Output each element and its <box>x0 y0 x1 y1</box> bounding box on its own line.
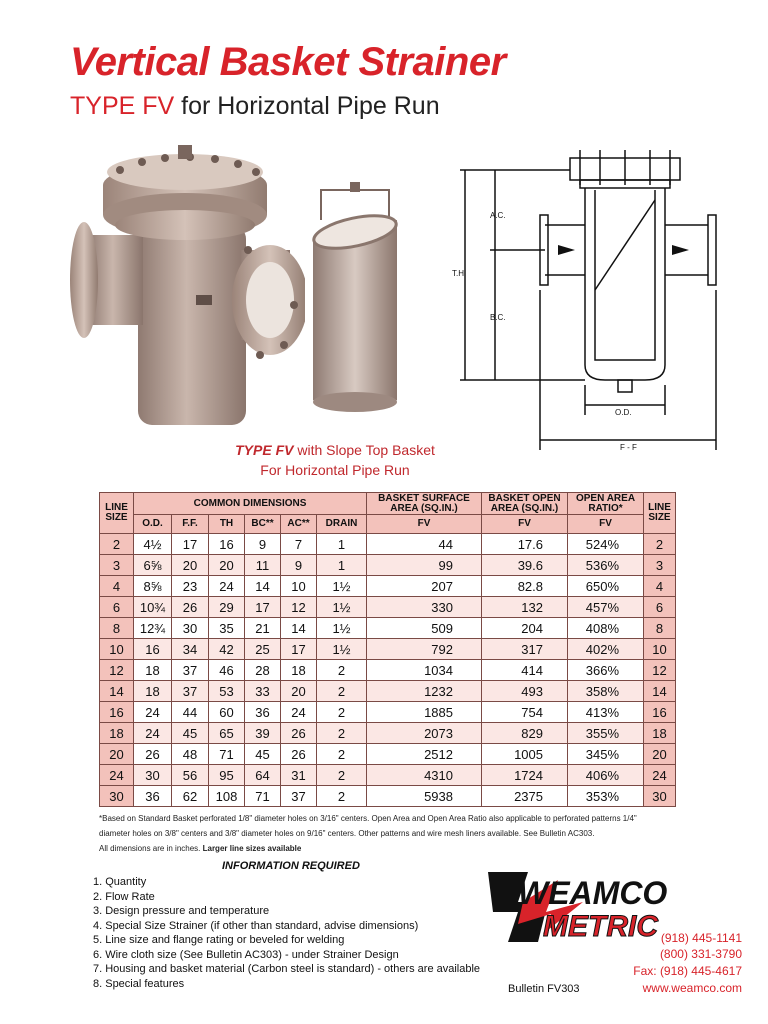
table-cell: 29 <box>209 597 245 618</box>
table-cell: 34 <box>172 639 209 660</box>
table-cell: 17 <box>172 534 209 555</box>
table-cell: 108 <box>209 786 245 807</box>
info-item: 3. Design pressure and temperature <box>93 905 270 917</box>
table-cell: 358% <box>568 681 644 702</box>
table-cell: 5938 <box>367 786 482 807</box>
table-cell: 1½ <box>317 576 367 597</box>
table-cell: 8 <box>644 618 676 639</box>
table-cell: 24 <box>134 702 172 723</box>
table-cell: 36 <box>134 786 172 807</box>
sub-header-cell: FV <box>482 515 568 534</box>
subtitle-rest: for Horizontal Pipe Run <box>174 92 440 120</box>
website-link[interactable]: www.weamco.com <box>642 981 742 995</box>
footnote-line1: *Based on Standard Basket perforated 1/8" diameter holes on 3/16" centers. Open Area and Open Area Ratio also applicable to perforated patterns 1/4" <box>99 814 637 823</box>
table-cell: 18 <box>644 723 676 744</box>
table-cell: 2 <box>317 681 367 702</box>
subtitle-type: TYPE FV <box>70 92 175 120</box>
table-cell: 30 <box>134 765 172 786</box>
table-cell: 65 <box>209 723 245 744</box>
table-cell: 26 <box>281 744 317 765</box>
table-cell: 71 <box>209 744 245 765</box>
table-cell: 45 <box>245 744 281 765</box>
table-cell: 204 <box>482 618 568 639</box>
table-cell: 457% <box>568 597 644 618</box>
table-cell: 20 <box>100 744 134 765</box>
table-cell: 406% <box>568 765 644 786</box>
header-common-dimensions: COMMON DIMENSIONS <box>134 493 367 515</box>
info-item: 2. Flow Rate <box>93 890 155 903</box>
table-cell: 2 <box>317 765 367 786</box>
label-th: T.H. <box>452 269 467 278</box>
info-required-title: INFORMATION REQUIRED <box>222 860 360 872</box>
table-cell: 20 <box>281 681 317 702</box>
table-cell: 18 <box>100 723 134 744</box>
table-cell: 16 <box>134 639 172 660</box>
sub-header-cell: FV <box>367 515 482 534</box>
table-cell: 33 <box>245 681 281 702</box>
table-cell: 16 <box>209 534 245 555</box>
table-cell: 44 <box>367 534 482 555</box>
table-row <box>100 702 676 723</box>
table-cell: 10 <box>281 576 317 597</box>
label-bc: B.C. <box>490 313 506 322</box>
table-cell: 14 <box>644 681 676 702</box>
table-cell: 39 <box>245 723 281 744</box>
phone-local: (918) 445-1141 <box>660 931 742 945</box>
table-cell: 82.8 <box>482 576 568 597</box>
table-cell: 207 <box>367 576 482 597</box>
table-cell: 402% <box>568 639 644 660</box>
info-item: 1. Quantity <box>93 876 147 888</box>
table-cell: 16 <box>644 702 676 723</box>
table-cell: 62 <box>172 786 209 807</box>
strainer-housing-photo <box>70 140 305 430</box>
table-cell: 1724 <box>482 765 568 786</box>
table-cell: 2 <box>317 723 367 744</box>
sub-header-cell: FV <box>568 515 644 534</box>
info-required-list <box>93 875 480 991</box>
table-cell: 37 <box>172 660 209 681</box>
table-row <box>100 723 676 744</box>
sub-header-cell: DRAIN <box>317 515 367 534</box>
table-cell: 6⅝ <box>134 555 172 576</box>
table-cell: 9 <box>281 555 317 576</box>
table-cell: 1885 <box>367 702 482 723</box>
table-cell: 4310 <box>367 765 482 786</box>
table-cell: 3 <box>100 555 134 576</box>
table-row <box>100 639 676 660</box>
table-cell: 132 <box>482 597 568 618</box>
table-cell: 1 <box>317 555 367 576</box>
header-line-size-right: LINE SIZE <box>644 493 676 534</box>
table-cell: 26 <box>172 597 209 618</box>
table-cell: 36 <box>245 702 281 723</box>
header-basket-open: BASKET OPEN AREA (SQ.IN.) <box>482 493 568 515</box>
table-cell: 1 <box>317 534 367 555</box>
table-cell: 509 <box>367 618 482 639</box>
table-cell: 6 <box>644 597 676 618</box>
table-cell: 524% <box>568 534 644 555</box>
table-row <box>100 618 676 639</box>
table-cell: 413% <box>568 702 644 723</box>
sub-header-cell: BC** <box>245 515 281 534</box>
table-cell: 24 <box>644 765 676 786</box>
table-cell: 1½ <box>317 618 367 639</box>
table-row <box>100 660 676 681</box>
table-cell: 24 <box>209 576 245 597</box>
logo-metric: METRIC <box>543 910 658 943</box>
table-cell: 10 <box>644 639 676 660</box>
dimensions-table <box>99 492 676 807</box>
sub-header-cell: TH <box>209 515 245 534</box>
table-cell: 2073 <box>367 723 482 744</box>
table-cell: 353% <box>568 786 644 807</box>
page-subtitle <box>70 92 440 121</box>
table-cell: 12 <box>644 660 676 681</box>
table-cell: 16 <box>100 702 134 723</box>
table-cell: 56 <box>172 765 209 786</box>
table-cell: 60 <box>209 702 245 723</box>
table-cell: 1½ <box>317 639 367 660</box>
fax-number: Fax: (918) 445-4617 <box>633 964 742 978</box>
table-cell: 12¾ <box>134 618 172 639</box>
header-line-size-left: LINE SIZE <box>100 493 134 534</box>
table-cell: 23 <box>172 576 209 597</box>
caption-line1: with Slope Top Basket <box>293 442 435 458</box>
table-cell: 71 <box>245 786 281 807</box>
table-cell: 408% <box>568 618 644 639</box>
table-row <box>100 744 676 765</box>
table-cell: 28 <box>245 660 281 681</box>
table-cell: 44 <box>172 702 209 723</box>
footnote-line2: diameter holes on 3/8" centers and 3/8" diameter holes on 9/16" centers. Other patterns and wire mesh liners available. See Bulletin AC303. <box>99 829 595 838</box>
table-cell: 21 <box>245 618 281 639</box>
table-cell: 1034 <box>367 660 482 681</box>
table-cell: 12 <box>281 597 317 618</box>
table-cell: 11 <box>245 555 281 576</box>
caption-line2: For Horizontal Pipe Run <box>260 462 410 478</box>
table-cell: 24 <box>134 723 172 744</box>
table-cell: 18 <box>134 681 172 702</box>
table-cell: 4 <box>644 576 676 597</box>
table-cell: 20 <box>209 555 245 576</box>
dimension-drawing <box>440 140 730 460</box>
table-cell: 26 <box>281 723 317 744</box>
sub-header-cell: F.F. <box>172 515 209 534</box>
table-row <box>100 765 676 786</box>
table-cell: 6 <box>100 597 134 618</box>
table-cell: 42 <box>209 639 245 660</box>
table-cell: 10¾ <box>134 597 172 618</box>
info-item: 7. Housing and basket material (Carbon steel is standard) - others are available <box>93 963 481 975</box>
table-cell: 2 <box>100 534 134 555</box>
table-cell: 24 <box>100 765 134 786</box>
table-cell: 14 <box>245 576 281 597</box>
sub-header-row <box>100 515 676 534</box>
info-item: 6. Wire cloth size (See Bulletin AC303) - under Strainer Design <box>93 948 399 961</box>
label-od: O.D. <box>615 408 632 417</box>
table-cell: 2 <box>317 786 367 807</box>
table-cell: 20 <box>644 744 676 765</box>
label-ac: A.C. <box>490 211 506 220</box>
table-row <box>100 681 676 702</box>
table-cell: 1½ <box>317 597 367 618</box>
table-cell: 650% <box>568 576 644 597</box>
table-cell: 30 <box>172 618 209 639</box>
table-cell: 31 <box>281 765 317 786</box>
table-cell: 792 <box>367 639 482 660</box>
phone-tollfree: (800) 331-3790 <box>659 947 742 961</box>
table-body <box>100 534 676 807</box>
table-cell: 4½ <box>134 534 172 555</box>
table-cell: 53 <box>209 681 245 702</box>
table-cell: 64 <box>245 765 281 786</box>
table-cell: 8 <box>100 618 134 639</box>
sub-header-cell: O.D. <box>134 515 172 534</box>
label-ff: F - F <box>620 443 637 452</box>
basket-photo <box>305 180 405 425</box>
table-cell: 355% <box>568 723 644 744</box>
table-cell: 3 <box>644 555 676 576</box>
table-cell: 7 <box>281 534 317 555</box>
table-cell: 414 <box>482 660 568 681</box>
table-cell: 2375 <box>482 786 568 807</box>
table-cell: 30 <box>100 786 134 807</box>
bulletin-number: Bulletin FV303 <box>508 983 580 995</box>
table-cell: 4 <box>100 576 134 597</box>
table-cell: 2 <box>317 660 367 681</box>
table-cell: 1005 <box>482 744 568 765</box>
table-cell: 317 <box>482 639 568 660</box>
table-cell: 493 <box>482 681 568 702</box>
header-basket-surface: BASKET SURFACE AREA (SQ.IN.) <box>367 493 482 515</box>
table-cell: 37 <box>281 786 317 807</box>
table-cell: 35 <box>209 618 245 639</box>
table-row <box>100 786 676 807</box>
table-cell: 39.6 <box>482 555 568 576</box>
table-row <box>100 534 676 555</box>
table-footnote <box>99 811 699 856</box>
footnote-larger-sizes: Larger line sizes available <box>202 844 302 853</box>
table-cell: 17.6 <box>482 534 568 555</box>
table-cell: 345% <box>568 744 644 765</box>
table-row <box>100 597 676 618</box>
info-item: 5. Line size and flange rating or beveled for welding <box>93 934 345 946</box>
table-cell: 10 <box>100 639 134 660</box>
table-cell: 829 <box>482 723 568 744</box>
table-cell: 25 <box>245 639 281 660</box>
table-cell: 1232 <box>367 681 482 702</box>
table-cell: 330 <box>367 597 482 618</box>
table-cell: 12 <box>100 660 134 681</box>
table-cell: 754 <box>482 702 568 723</box>
table-cell: 45 <box>172 723 209 744</box>
logo-weamco: WEAMCO <box>518 875 668 911</box>
table-cell: 8⅝ <box>134 576 172 597</box>
table-cell: 366% <box>568 660 644 681</box>
page-title: Vertical Basket Strainer <box>70 40 506 84</box>
caption-type: TYPE FV <box>235 442 294 458</box>
sub-header-cell: AC** <box>281 515 317 534</box>
table-cell: 18 <box>134 660 172 681</box>
table-cell: 2 <box>317 702 367 723</box>
table-cell: 14 <box>100 681 134 702</box>
table-cell: 17 <box>245 597 281 618</box>
photo-caption <box>150 440 520 480</box>
table-cell: 2 <box>317 744 367 765</box>
table-cell: 37 <box>172 681 209 702</box>
table-cell: 95 <box>209 765 245 786</box>
info-item: 8. Special features <box>93 977 185 990</box>
table-cell: 17 <box>281 639 317 660</box>
table-cell: 46 <box>209 660 245 681</box>
table-cell: 20 <box>172 555 209 576</box>
header-open-ratio: OPEN AREA RATIO* <box>568 493 644 515</box>
table-cell: 26 <box>134 744 172 765</box>
footnote-line3: All dimensions are in inches. <box>99 844 203 853</box>
table-cell: 2 <box>644 534 676 555</box>
table-cell: 14 <box>281 618 317 639</box>
table-cell: 18 <box>281 660 317 681</box>
table-cell: 9 <box>245 534 281 555</box>
table-cell: 30 <box>644 786 676 807</box>
table-row <box>100 555 676 576</box>
table-cell: 99 <box>367 555 482 576</box>
table-cell: 2512 <box>367 744 482 765</box>
table-cell: 24 <box>281 702 317 723</box>
info-item: 4. Special Size Strainer (if other than standard, advise dimensions) <box>93 919 419 932</box>
table-cell: 48 <box>172 744 209 765</box>
table-row <box>100 576 676 597</box>
table-cell: 536% <box>568 555 644 576</box>
